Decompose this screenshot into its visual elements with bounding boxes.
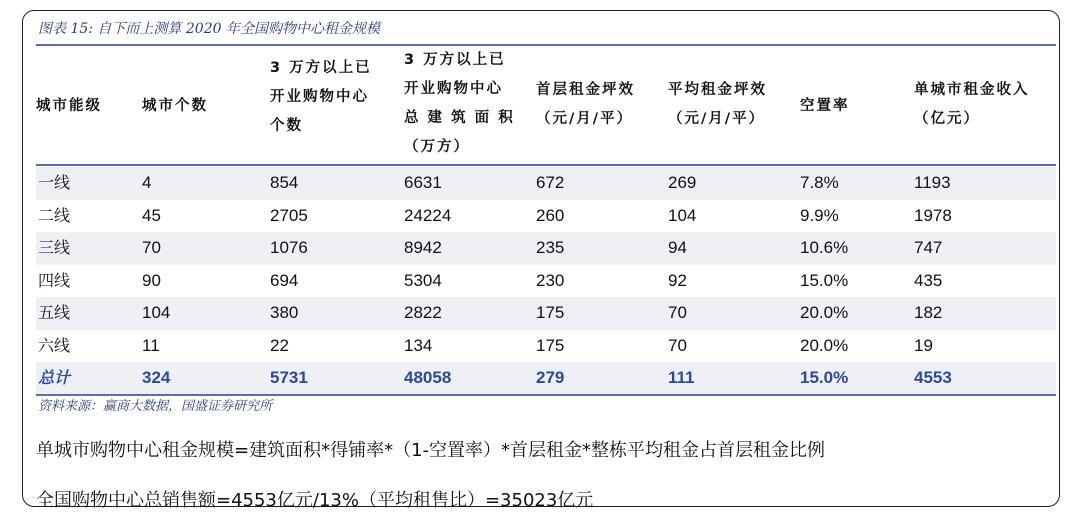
table-cell: 235 (536, 238, 565, 257)
table-cell: 48058 (404, 368, 452, 387)
header-line: （亿元） (914, 111, 980, 127)
table-cell: 7.8% (800, 173, 839, 192)
table-cell: 2822 (404, 303, 442, 322)
table-body (36, 167, 1056, 395)
city-tier-cell: 三线 (38, 238, 71, 257)
header-cell (404, 46, 515, 162)
table-cell: 5304 (404, 270, 442, 290)
header-cell (914, 76, 1030, 134)
table-cell: 22 (270, 335, 289, 355)
table-cell: 1193 (914, 173, 951, 192)
table-cell: 175 (536, 303, 565, 322)
table-cell: 19 (914, 335, 933, 355)
table-cell: 5731 (270, 368, 308, 387)
table-cell: 182 (914, 303, 943, 322)
header-cell (800, 92, 850, 121)
table-cell: 9.9% (800, 205, 839, 225)
table-cell: 230 (536, 270, 565, 290)
header-line: 3 万方以上已 (404, 52, 506, 68)
table-cell: 260 (536, 205, 565, 225)
table-cell: 672 (536, 173, 565, 192)
header-line: 单城市租金收入 (914, 82, 1030, 98)
city-tier-cell: 五线 (38, 303, 71, 322)
header-cell (668, 76, 767, 134)
header-line: 首层租金坪效 (536, 82, 635, 98)
table-row (36, 232, 1056, 265)
table-cell: 747 (914, 238, 943, 257)
table-header-rule (36, 164, 1056, 166)
city-tier-cell: 总计 (38, 368, 71, 387)
source-note: 资料来源：赢商大数据，国盛证券研究所 (38, 399, 273, 414)
table-cell: 175 (536, 335, 565, 355)
table-cell: 45 (142, 205, 161, 225)
table-cell: 694 (270, 270, 299, 290)
header-line: 城市能级 (36, 98, 102, 114)
table-cell: 15.0% (800, 270, 849, 290)
table-cell: 435 (914, 270, 943, 290)
table-cell: 6631 (404, 173, 442, 192)
formula-rent-scale: 单城市购物中心租金规模=建筑面积*得铺率*（1-空置率）*首层租金*整栋平均租金占首层租金比例 (36, 440, 826, 461)
table-cell: 70 (668, 303, 687, 322)
figure-title: 图表 15: 自下而上测算 2020 年全国购物中心租金规模 (38, 21, 380, 37)
table-row (36, 330, 1056, 363)
table-cell: 854 (270, 173, 299, 192)
header-line: 3 万方以上已 (270, 60, 372, 76)
table-cell: 134 (404, 335, 433, 355)
table-row (36, 200, 1056, 233)
table-cell: 1978 (914, 205, 952, 225)
table-cell: 24224 (404, 205, 452, 225)
header-line: （元/月/平） (668, 111, 766, 127)
table-cell: 8942 (404, 238, 442, 257)
header-cell (270, 54, 372, 141)
header-cell (142, 92, 208, 121)
table-header (36, 46, 1056, 164)
table-row (36, 297, 1056, 330)
header-line: 空置率 (800, 98, 850, 114)
table-cell: 70 (668, 335, 687, 355)
table-cell: 90 (142, 270, 161, 290)
table-cell: 4553 (914, 368, 952, 387)
city-tier-cell: 二线 (38, 205, 71, 225)
city-tier-cell: 四线 (38, 270, 71, 290)
table-cell: 279 (536, 368, 565, 387)
table-cell: 20.0% (800, 335, 849, 355)
table-cell: 104 (142, 303, 171, 322)
table-row (36, 167, 1056, 200)
table-cell: 1076 (270, 238, 308, 257)
city-tier-cell: 六线 (38, 335, 71, 355)
header-line: （元/月/平） (536, 111, 634, 127)
header-cell (536, 76, 635, 134)
formula-total-sales: 全国购物中心总销售额=4553亿元/13%（平均租售比）=35023亿元 (36, 490, 594, 511)
table-cell: 4 (142, 173, 152, 192)
header-line: 开业购物中心 (404, 81, 503, 97)
header-line: 总 建 筑 面 积 (404, 110, 515, 126)
table-cell: 104 (668, 205, 697, 225)
table-cell: 70 (142, 238, 161, 257)
header-line: 平均租金坪效 (668, 82, 767, 98)
header-line: 城市个数 (142, 98, 208, 114)
table-cell: 92 (668, 270, 687, 290)
table-cell: 269 (668, 173, 697, 192)
table-cell: 11 (142, 335, 160, 355)
table-cell: 20.0% (800, 303, 849, 322)
table-cell: 324 (142, 368, 171, 387)
header-line: 个数 (270, 118, 303, 134)
table-cell: 2705 (270, 205, 308, 225)
table-cell: 111 (668, 368, 695, 387)
header-line: （万方） (404, 139, 470, 155)
table-cell: 380 (270, 303, 299, 322)
total-row (36, 362, 1056, 395)
header-cell (36, 92, 102, 121)
city-tier-cell: 一线 (38, 173, 71, 192)
table-cell: 94 (668, 238, 687, 257)
header-line: 开业购物中心 (270, 89, 369, 105)
table-cell: 10.6% (800, 238, 849, 257)
table-row (36, 265, 1056, 298)
table-cell: 15.0% (800, 368, 849, 387)
